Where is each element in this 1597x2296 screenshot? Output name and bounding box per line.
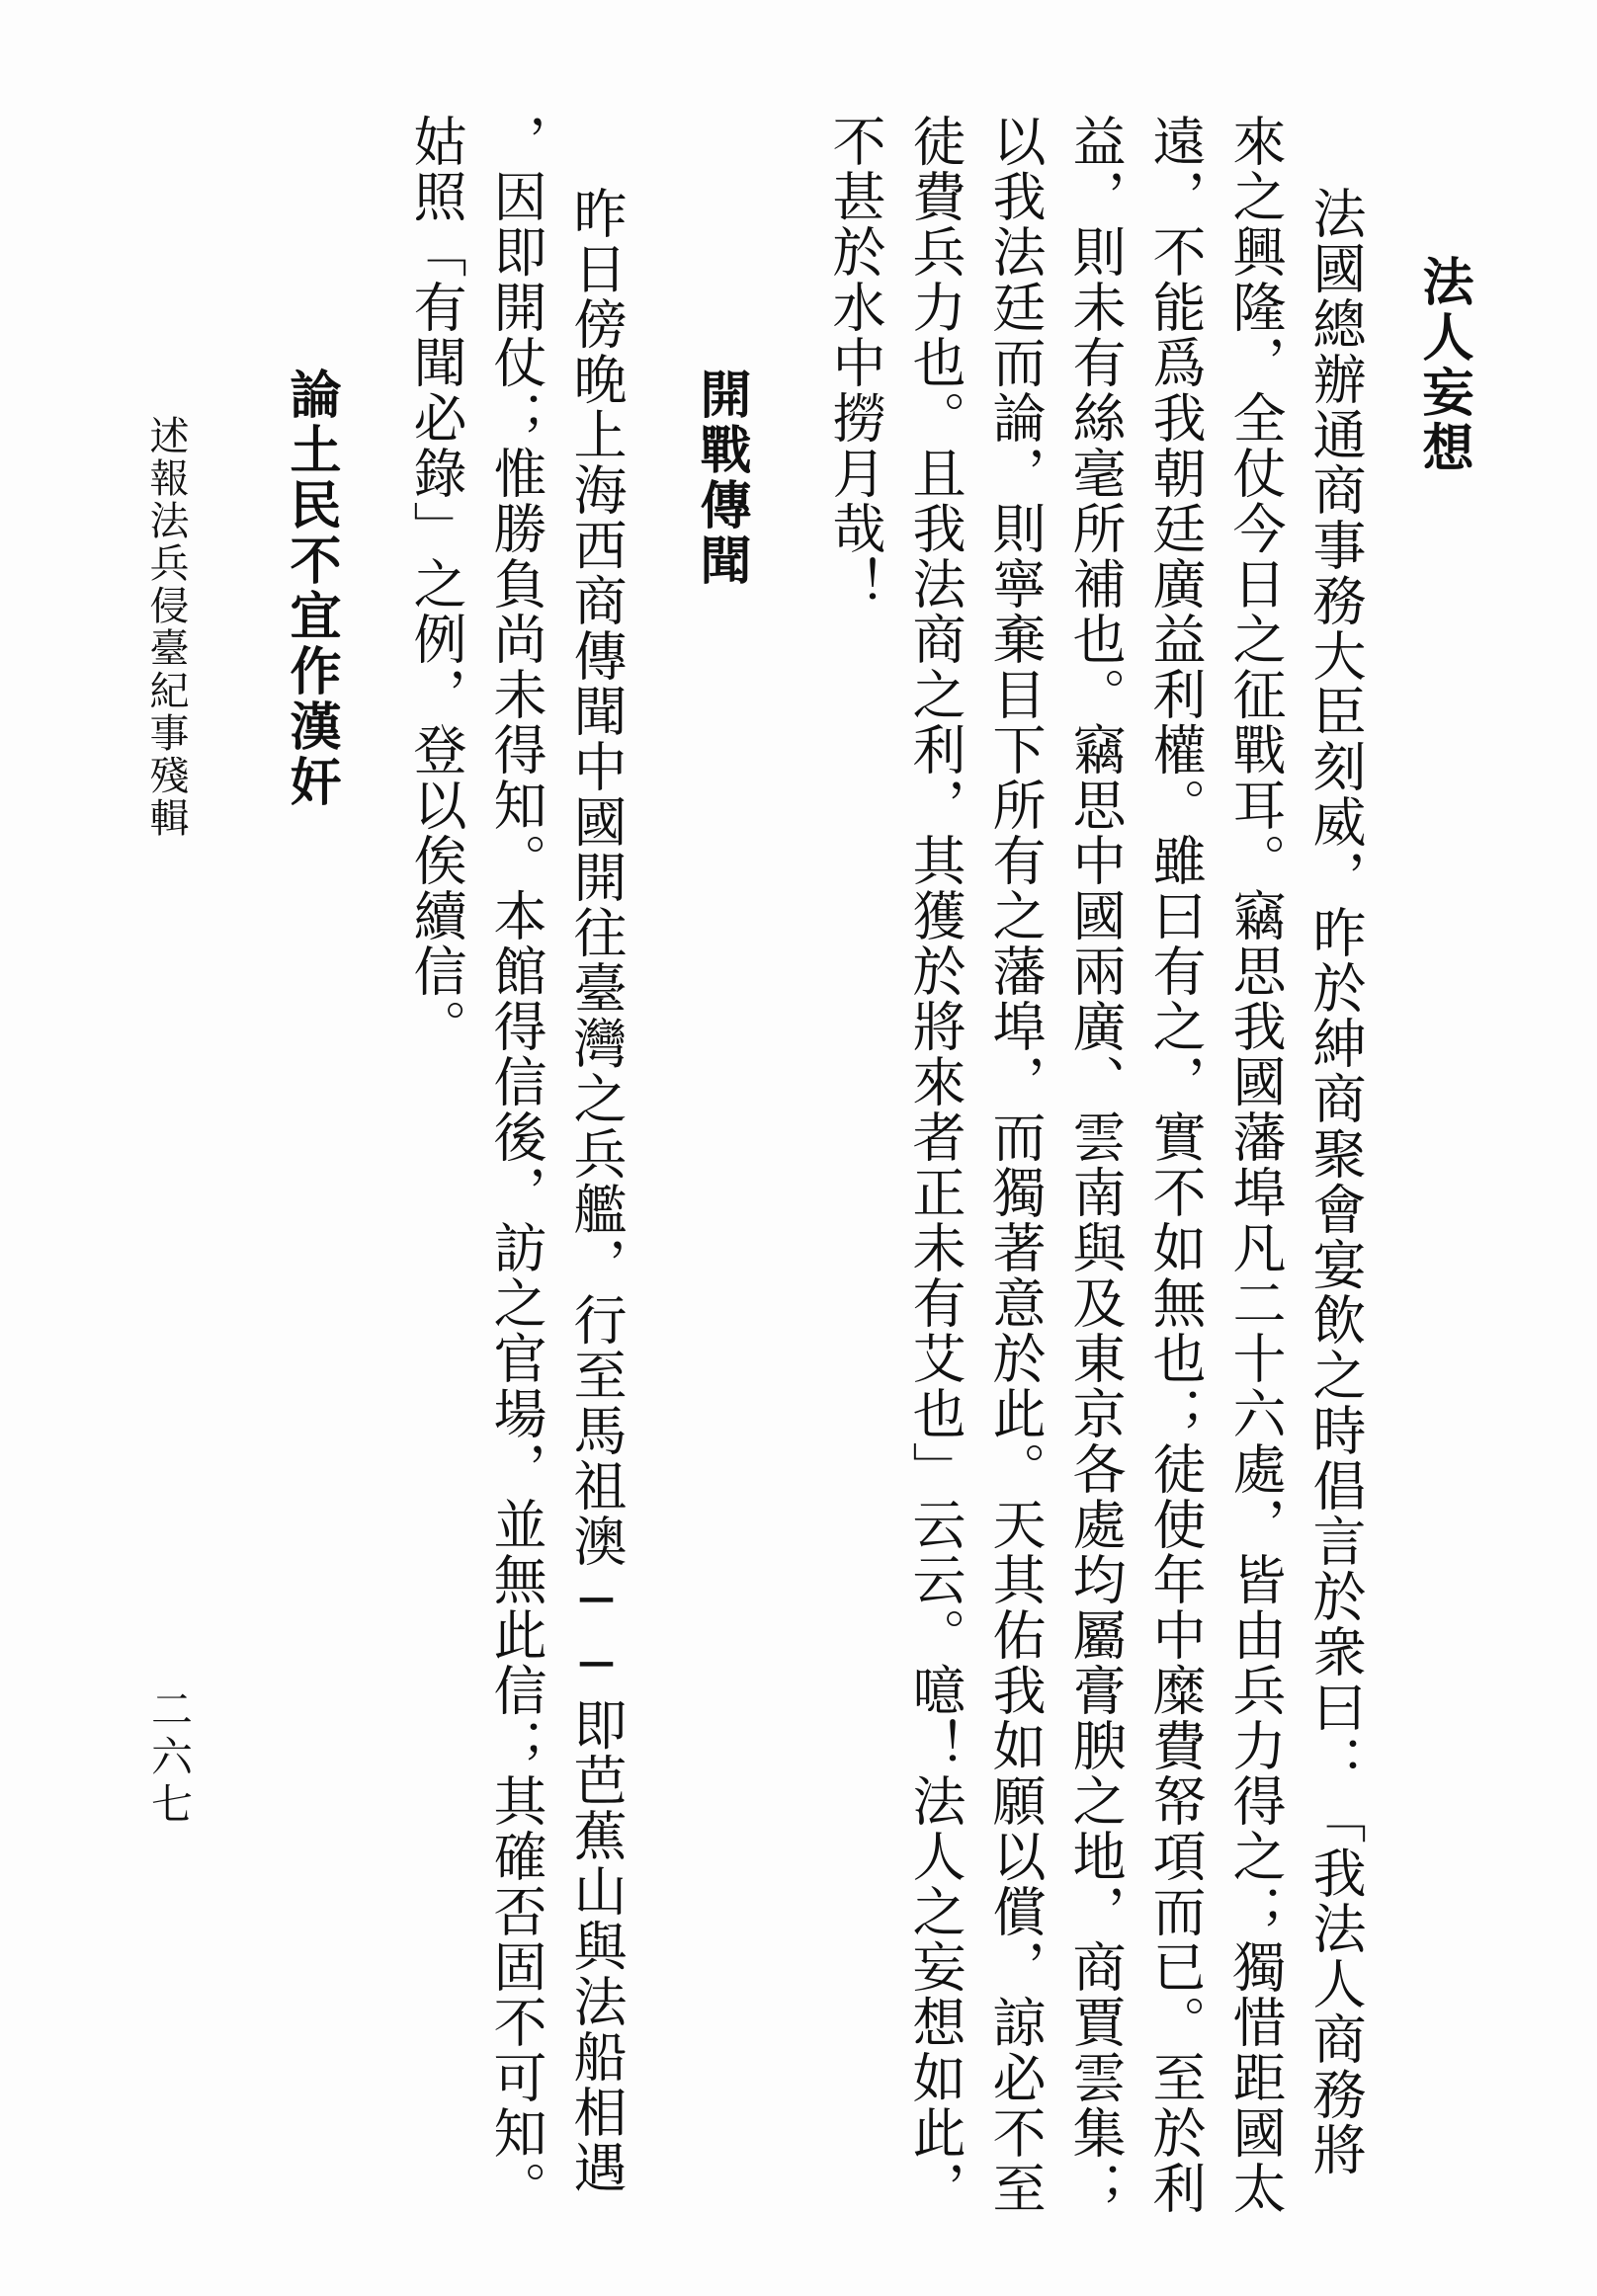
section-heading-3: 論土民不宜作漢奸 xyxy=(281,368,340,810)
section-2-line-3: 姑照「有聞必錄」之例，登以俟續信。 xyxy=(405,114,467,1054)
section-1-line-3: 遠，不能爲我朝廷廣益利權。雖曰有之，實不如無也；徒使年中糜費帑項而已。至於利 xyxy=(1144,114,1207,2216)
section-1-line-4: 益，則未有絲毫所補也。竊思中國兩廣、雲南與及東京各處均屬膏腴之地，商賈雲集； xyxy=(1064,114,1127,2216)
section-2-line-1: 昨日傍晚上海西商傳聞中國開往臺灣之兵艦，行至馬祖澳──即芭蕉山與法船相遇 xyxy=(565,186,628,2195)
page-number: 二六七 xyxy=(145,1687,194,1830)
section-1-line-2: 來之興隆，全仗今日之征戰耳。竊思我國藩埠凡二十六處，皆由兵力得之；獨惜距國太 xyxy=(1224,114,1287,2216)
section-1-line-5: 以我法廷而論，則寧棄目下所有之藩埠，而獨著意於此。天其佑我如願以償，諒必不至 xyxy=(984,114,1047,2216)
section-1-line-7: 不甚於水中撈月哉！ xyxy=(824,114,886,612)
section-heading-1: 法人妄想 xyxy=(1413,255,1472,476)
section-1-line-1: 法國總辦通商事務大臣刻威，昨於紳商聚會宴飲之時倡言於衆曰：「我法人商務將 xyxy=(1304,186,1367,2177)
book-title: 述報法兵侵臺紀事殘輯 xyxy=(143,415,189,840)
section-2-line-2: ，因即開仗；惟勝負尚未得知。本館得信後，訪之官場，並無此信；其確否固不可知。 xyxy=(485,114,547,2216)
section-heading-2: 開戰傳聞 xyxy=(691,368,750,589)
section-1-line-6: 徒費兵力也。且我法商之利，其獲於將來者正未有艾也」云云。噫！法人之妄想如此， xyxy=(904,114,967,2216)
